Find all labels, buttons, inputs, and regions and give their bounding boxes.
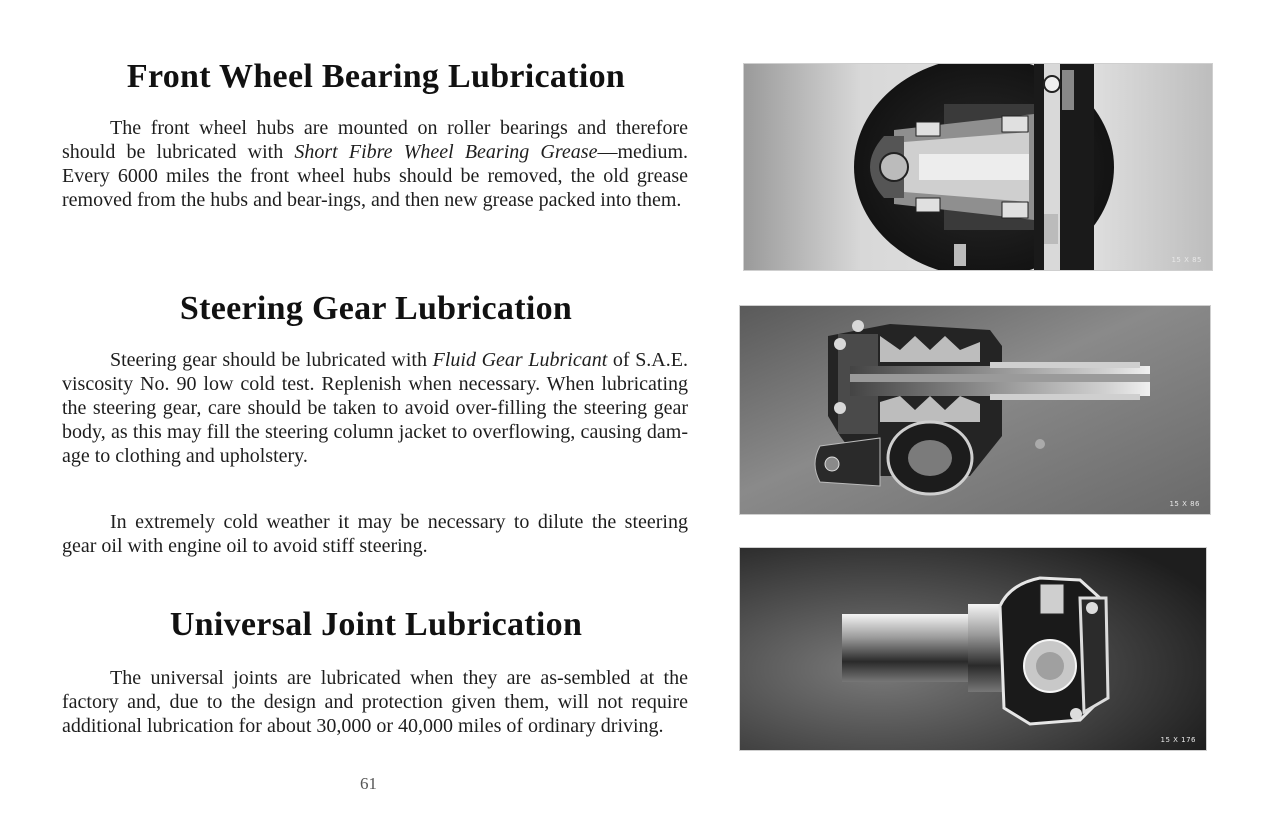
paragraph-universal-joint bbox=[62, 666, 688, 738]
paragraph-steering-gear-2 bbox=[62, 510, 688, 558]
section-heading-universal-joint: Universal Joint Lubrication bbox=[169, 606, 583, 643]
figure-code: 15 X 86 bbox=[1169, 500, 1200, 508]
universal-joint-cutaway-illustration bbox=[740, 548, 1206, 750]
figure-universal-joint bbox=[740, 548, 1206, 750]
paragraph-front-wheel bbox=[62, 116, 688, 212]
paragraph-italic-text: Fluid Gear Lubricant bbox=[432, 349, 608, 371]
section-heading-front-wheel: Front Wheel Bearing Lubrication bbox=[126, 58, 626, 95]
figure-code: 15 X 176 bbox=[1160, 736, 1196, 744]
paragraph-text: In extremely cold weather it may be necessary to dilute the steering gear oil with engine oil to avoid stiff steering. bbox=[62, 511, 688, 557]
section-heading-steering-gear: Steering Gear Lubrication bbox=[179, 290, 573, 327]
paragraph-text: of S.A.E. viscosity No. 90 low cold test. Replenish when necessary. When lubricating the steering gear, care should be taken to avoid over-filling the steering gear body, as this may fill the steering column jacket to overflowing, causing dam-age to clothing and upholstery. bbox=[62, 349, 688, 467]
paragraph-text: Steering gear should be lubricated with bbox=[110, 349, 433, 371]
figure-steering-gear bbox=[740, 306, 1210, 514]
front-wheel-hub-cutaway-illustration bbox=[744, 64, 1212, 270]
paragraph-text: The front wheel hubs are mounted on roller bearings and therefore should be lubricated with bbox=[62, 117, 688, 163]
page-number: 61 bbox=[360, 774, 377, 793]
paragraph-text: The universal joints are lubricated when they are as-sembled at the factory and, due to the design and protection given them, will not require additional lubrication for about 30,000 or 40,000 miles of ordinary driving. bbox=[62, 667, 688, 737]
figure-front-wheel-hub bbox=[744, 64, 1212, 270]
paragraph-italic-text: Short Fibre Wheel Bearing Grease bbox=[294, 141, 598, 163]
paragraph-steering-gear-1 bbox=[62, 348, 688, 468]
steering-gear-cutaway-illustration bbox=[740, 306, 1210, 514]
figure-code: 15 X 85 bbox=[1171, 256, 1202, 264]
paragraph-text: —medium. Every 6000 miles the front wheel hubs should be removed, the old grease removed from the hubs and bear-ings, and then new grease packed into them. bbox=[62, 141, 688, 211]
